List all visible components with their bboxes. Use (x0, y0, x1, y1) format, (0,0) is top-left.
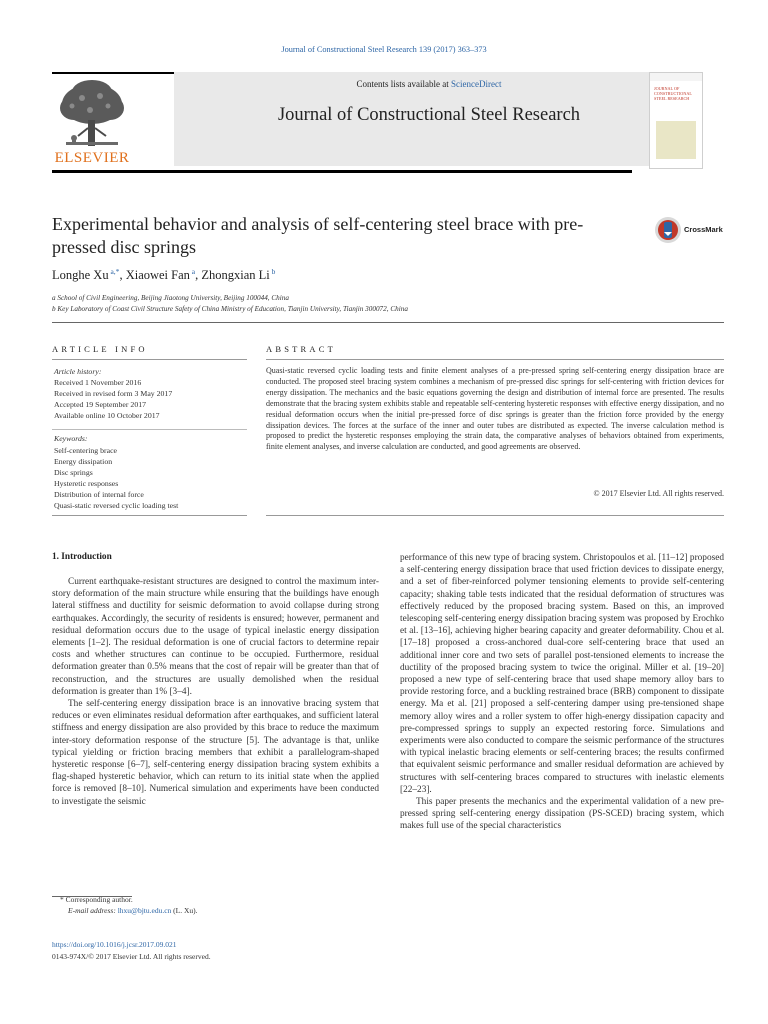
journal-name: Journal of Constructional Steel Research (277, 105, 581, 125)
cover-top-strip (650, 73, 702, 81)
contents-prefix: Contents lists available at (356, 79, 451, 89)
doi-link[interactable]: https://doi.org/10.1016/j.jcsr.2017.09.021 (52, 940, 177, 949)
email-label: E-mail address: (68, 906, 118, 915)
abstract-text: Quasi-static reversed cyclic loading tests and finite element analyses of a pre-pressed spring self-centering energy dissipation brace are conducted. The proposed steel bracing system combines a mechanism of pre-pressed disc springs for self-centering with friction devices for energy dissipation. The mechanics and the basic equations governing the design and distribution of internal force are presented. The results demonstrate that the bracing system exhibits stable and repeatable self-centering hysteretic responses with effective energy dissipation, and no residual deformation occurs when the initial pre-pressed force of disc springs is greater than the friction force provided by the energy dissipation devices. The forces at the surface of the inner and outer tubes are distributed as expected. The inverse calculation method is proposed to predict the hysteretic responses employing the strain data, the comparative analyses of behaviors obtained from experiments, finite element analyses, and inverse calculation are conducted, and good agreements are observed. (266, 366, 724, 452)
journal-cover-thumbnail[interactable] (649, 72, 703, 169)
sciencedirect-link[interactable]: ScienceDirect (451, 79, 502, 89)
cover-image-block (656, 121, 696, 159)
keyword-item: Distribution of internal force (54, 490, 144, 499)
body-column-left (52, 576, 379, 808)
crossmark-icon[interactable] (654, 216, 682, 244)
section-heading: 1. Introduction (52, 552, 112, 562)
author-name[interactable]: Xiaowei Fan (125, 268, 190, 283)
affiliation-b: b Key Laboratory of Coast Civil Structure Safety of China Ministry of Education, Tianjin University, Tianjin 300072, China (52, 305, 408, 313)
paper-title: Experimental behavior and analysis of self-centering steel brace with pre-pressed disc springs (52, 214, 584, 257)
history-item: Received 1 November 2016 (54, 378, 142, 387)
crossmark-label[interactable]: CrossMark (684, 225, 723, 234)
affiliation-a: a School of Civil Engineering, Beijing Jiaotong University, Beijing 100044, China (52, 294, 289, 302)
divider (266, 515, 724, 516)
history-item: Received in revised form 3 May 2017 (54, 389, 173, 398)
keyword-item: Disc springs (54, 468, 93, 477)
contents-line (174, 79, 684, 89)
keyword-item: Energy dissipation (54, 457, 113, 466)
issn-copyright: 0143-974X/© 2017 Elsevier Ltd. All rights reserved. (52, 952, 211, 961)
history-item: Available online 10 October 2017 (54, 411, 160, 420)
divider (52, 429, 247, 430)
email-suffix: (L. Xu). (171, 906, 198, 915)
keyword-item: Hysteretic responses (54, 479, 119, 488)
elsevier-wordmark: ELSEVIER (54, 150, 130, 166)
cover-title: JOURNAL OF CONSTRUCTIONAL STEEL RESEARCH (654, 86, 692, 101)
body-paragraph: The self-centering energy dissipation brace is an innovative bracing system that reduces or even eliminates residual deformation after earthquakes, and sufficient lateral stiffness and energy dissipation are also provided by this brace to reduce the maximum inter-story deformation response of the structure [5]. The advantage is that, unlike typical yielding or friction bracing members that exhibit a parallelogram-shaped hysteretic response [6–7], self-centering energy dissipation bracing system exhibits a flag-shaped hysteretic behavior, which can return to its initial state when the applied force is removed [8–10]. Numerical simulation and experiments have been conducted to investigate the seismic (52, 699, 379, 807)
history-item: Accepted 19 September 2017 (54, 400, 147, 409)
author-affiliation-marker[interactable]: a (189, 267, 196, 276)
abstract-copyright: © 2017 Elsevier Ltd. All rights reserved. (593, 489, 724, 498)
author-name[interactable]: Longhe Xu (52, 268, 109, 283)
author-separator: , (195, 268, 202, 283)
author-list (52, 267, 275, 283)
author-name[interactable]: Zhongxian Li (201, 268, 270, 283)
author-separator: , (119, 268, 126, 283)
divider (52, 359, 247, 360)
corresponding-author-note: * Corresponding author. (60, 895, 133, 904)
history-label: Article history: (54, 367, 102, 376)
abstract-heading: ABSTRACT (266, 344, 336, 354)
keyword-item: Self-centering brace (54, 446, 117, 455)
email-link[interactable]: lhxu@bjtu.edu.cn (117, 906, 172, 915)
keywords-label: Keywords: (54, 434, 88, 443)
body-column-right (400, 552, 724, 833)
journal-header (52, 72, 632, 166)
body-paragraph: Current earthquake-resistant structures are designed to control the maximum inter-story deformation of the main structure while ensuring that the buildings have enough lateral stiffness and ductility for seismic deformation to avoid collapse during strong earthquakes. Accordingly, the security of residents is ensured; however, permanent and residual deformation occurs due to the usage of typical inelastic energy dissipation elements [1–2]. The residual deformation is one of crucial factors to determine repair costs and whether structures can continue to be occupied. Furthermore, residual deformation greater than 0.5% means that the cost of repair will be greater than that of reconstruction, and the structures are usually demolished when the residual deformation is greater than 1% [3–4]. (52, 577, 379, 697)
body-paragraph: This paper presents the mechanics and the experimental validation of a new pre-pressed spring self-centering energy dissipation (PS-SCED) bracing system, which makes full use of the special characteristics (400, 797, 724, 832)
divider (52, 515, 247, 516)
email-footnote (68, 906, 198, 915)
author-affiliation-marker[interactable]: a,* (108, 267, 120, 276)
header-bottom-rule (52, 170, 632, 173)
article-info-heading: ARTICLE INFO (52, 344, 148, 354)
divider (266, 359, 724, 360)
keyword-item: Quasi-static reversed cyclic loading test (54, 501, 179, 510)
journal-citation-link[interactable]: Journal of Constructional Steel Research 139 (2017) 363–373 (281, 45, 487, 54)
author-affiliation-marker[interactable]: b (269, 267, 276, 276)
body-paragraph: performance of this new type of bracing system. Christopoulos et al. [11–12] proposed a self-centering energy dissipation brace that used friction devices to dissipate energy, and a set of fiber-reinforced polymer tensioning elements to provide self-centering capacity; shaking table tests indicated that the residual deformation of structures was effectively reduced by the proposed bracing system. Based on this, an improved telescoping self-centering energy dissipation bracing system was proposed by Erochko et al. [13–16], achieving higher bearing capacity and greater deformability. Chou et al. [17–18] proposed a cross-anchored dual-core self-centering brace that used an additional inner core and two sets of parallel post-tensioned elements to increase the ductility of the proposed bracing system to twice the original. Miller et al. [19–20] proposed a new type of self-centering brace that used shape memory alloy bars to provide restoring force, and a buckling restrained brace (BRB) component to dissipate energy. Ma et al. [21] proposed a self-centering damper using pre-tensioned shape memory alloy wires and a roller system to offer high-energy dissipation capacity and pre-compressed springs to supply an expected restoring force. Simulations and experiments were also conducted to compare the seismic performance of the structures with typical inelastic bracing elements or self-centering braces; the results confirmed that equivalent seismic performance and smaller residual deformation are achieved by structures with self-centering braces compared to structures with inelastic elements [22–23]. (400, 553, 724, 795)
divider (52, 322, 724, 323)
